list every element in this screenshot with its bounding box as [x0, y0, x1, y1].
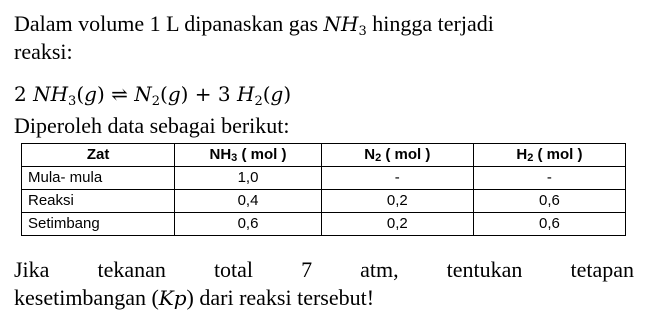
table-row: [22, 167, 626, 190]
reaction-equation: 2 $NH_3(g)$ ⇌ $N_2(g) + 3$ $H_2(g)$: [14, 82, 292, 109]
cell-h2: 0,6: [473, 190, 625, 213]
cell-nh3: 1,0: [175, 167, 321, 190]
equilibrium-table: [21, 143, 626, 236]
cell-nh3: 0,6: [175, 213, 321, 236]
cell-n2: 0,2: [321, 190, 473, 213]
table-row: [22, 213, 626, 236]
question-line-2: kesetimbangan (Kp) dari reaksi tersebut!: [14, 285, 375, 310]
row-label: Setimbang: [22, 213, 175, 236]
cell-n2: -: [321, 167, 473, 190]
header-substance: Zat: [22, 144, 175, 167]
question-line-1: Jika tekanan total 7 atm, tentukan tetapan: [14, 257, 634, 282]
intro-line: Dalam volume 1 L dipanaskan gas $NH_3$ hingga terjadi: [14, 11, 494, 39]
table-header-row: [22, 144, 626, 167]
cell-nh3: 0,4: [175, 190, 321, 213]
table-row: [22, 190, 626, 213]
header-nh3: $NH_3$ ( mol ): [175, 144, 321, 167]
header-h2: $H_2$ ( mol ): [473, 144, 625, 167]
row-label: Reaksi: [22, 190, 175, 213]
cell-n2: 0,2: [321, 213, 473, 236]
cell-h2: 0,6: [473, 213, 625, 236]
data-intro: Diperoleh data sebagai berikut:: [14, 113, 290, 138]
intro-cont-line: reaksi:: [14, 39, 73, 64]
header-n2: $N_2$ ( mol ): [321, 144, 473, 167]
row-label: Mula- mula: [22, 167, 175, 190]
cell-h2: -: [473, 167, 625, 190]
